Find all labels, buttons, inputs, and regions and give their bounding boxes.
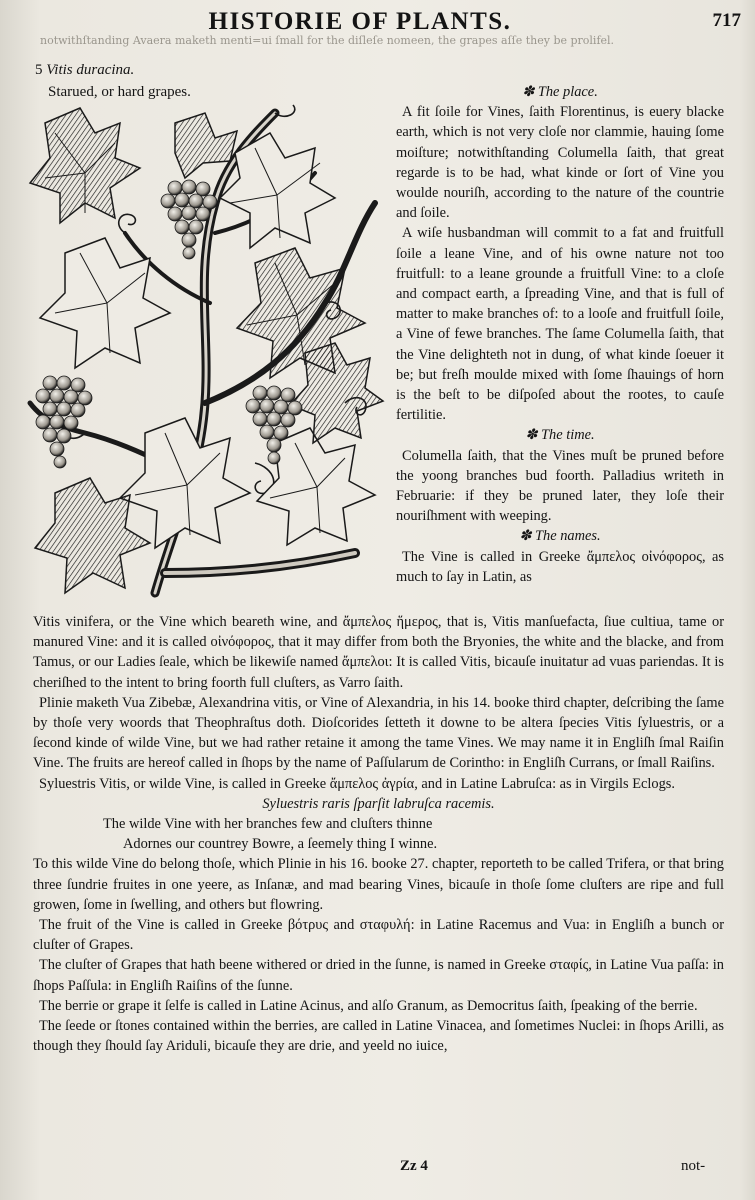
paragraph-names-start: The Vine is called in Greeke ἄμπελος οἰνόφορος, as much to ſay in Latin, as xyxy=(396,548,724,585)
paragraph-place-2: A wiſe husbandman will commit to a fat and fruitfull ſoile a leane Vine, and of his owne nature not too fruitfull: to a leane grounde a fruitfull Vine: to a cloſe and compact earth, a ſpreading Vine, and that is full of matter to make branches of: to a looſe and fruitfull ſoile, a Vine of fewe branches. The ſame Columella ſaith, that the Vine delighteth not in dung, of what kinde ſoeuer it be; but freſh moulde mixed with ſome ſhauings of horn is the beſt to be diſpoſed about the rootes, to cauſe fertilitie. xyxy=(396,225,724,424)
page-number: 717 xyxy=(712,10,741,31)
heading-the-time: ✽ The time. xyxy=(525,427,595,444)
running-head: HISTORIE OF PLANTS. xyxy=(208,8,512,35)
poem-line-1: The wilde Vine with her branches few and cluſters thinne xyxy=(103,816,433,833)
heading-the-place: ✽ The place. xyxy=(522,84,598,100)
grapevine-woodcut xyxy=(25,103,387,603)
figure-caption: Starued, or hard grapes. xyxy=(48,84,191,100)
paragraph-sylvestris: Syluestris Vitis, or wilde Vine, is called in Greeke ἄμπελος ἀγρία, and in Latine Labruſca: as in Virgils Eclogs. xyxy=(39,775,675,792)
paragraph-plinie: Plinie maketh Vua Zibebæ, Alexandrina vitis, or Vine of Alexandria, in his 14. booke third chapter, deſcribing the ſame by thoſe very woords that Theophraſtus doth. Dioſcorides ſetteth it downe to be altera ſpecies Vitis ſyluestris, or a ſecond kinde of wilde Vine, but we had rather retaine it among the tame Vines. We may name it in Engliſh ſmal Raiſin Vine. The fruits are hereof called in ſhops by the name of Paſſularum de Corintho: in Engliſh Currans, or ſmall Raiſins. xyxy=(33,694,724,772)
figure-name: Vitis duracina. xyxy=(46,62,135,78)
paragraph-berrie: The berrie or grape it ſelfe is called in Latine Acinus, and alſo Granum, as Democritus ſaith, ſpeaking of the berrie. xyxy=(39,997,698,1014)
paragraph-time: Columella ſaith, that the Vines muſt be pruned before the yoong branches bud foorth. Palladius writeth in Februarie: if they be pruned later, they loſe their nouriſhment with weeping. xyxy=(396,447,724,525)
figure-label xyxy=(35,62,134,79)
right-text-column xyxy=(396,82,724,587)
paragraph-place-1: A fit ſoile for Vines, ſaith Florentinus, is euery blacke earth, which is not very cloſe nor clammie, hauing ſome moiſture; notwithſtanding Columella ſaith, that great regarde is to be had, what kinde or ſort of Vine you woulde nouriſh, according to the nature of the countrie and ſoile. xyxy=(396,104,724,222)
show-through-line: notwithſtanding Avaera maketh menti=ui ſmall for the diſleſe nomeen, the grapes aſſe they be prolifel. xyxy=(40,34,615,47)
poem-line-2: Adornes our countrey Bowre, a ſeemely thing I winne. xyxy=(123,836,438,853)
figure-number: 5 xyxy=(35,62,43,78)
heading-the-names: ✽ The names. xyxy=(519,528,601,545)
paragraph-withered: The cluſter of Grapes that hath beene withered or dried in the ſunne, is named in Greeke σταφίς, in Latine Vua paſſa: in ſhops Paſſula: in Engliſh Raiſins of the ſunne. xyxy=(33,957,724,994)
paragraph-seede: The ſeede or ſtones contained within the berries, are called in Latine Vinacea, and ſometimes Nuclei: in ſhops Arilli, as though they ſhould ſay Ariduli, bicauſe they are drie, and yeeld no iuice, xyxy=(33,1018,724,1055)
paragraph-names-continued: Vitis vinifera, or the Vine which beareth wine, and ἄμπελος ἥμερος, that is, Vitis manſuefacta, ſiue cultiua, tame or manured Vine: and it is called οἰνόφορος, that it may differ from both the Bryonies, the white and the blacke, and from Tamus, or our Ladies ſeale, which be likewiſe named ἄμπελοι: It is called Vitis, bicauſe inuitatur ad vuas pariendas. It is cheriſhed to the intent to bring foorth full cluſters, as Varro ſaith. xyxy=(33,614,724,691)
catchword: not- xyxy=(681,1158,706,1174)
poem-latin-line: Syluestris raris ſparſit labruſca racemis. xyxy=(262,795,495,812)
signature-mark: Zz 4 xyxy=(400,1158,428,1174)
full-width-text xyxy=(33,612,724,1056)
paragraph-fruit: The fruit of the Vine is called in Greeke βότρυς and σταφυλή: in Latine Racemus and Vua: in Engliſh a bunch or cluſter of Grapes. xyxy=(33,917,724,954)
paragraph-trifera: To this wilde Vine do belong thoſe, which Plinie in his 16. booke 27. chapter, reporteth to be called Trifera, or that bring three ſundrie fruites in one yeere, as Inſanæ, and mad bearing Vines, bicauſe in thoſe ſome cluſters are ripe and full growen, ſome in ſwelling, and others but flowring. xyxy=(33,856,724,913)
